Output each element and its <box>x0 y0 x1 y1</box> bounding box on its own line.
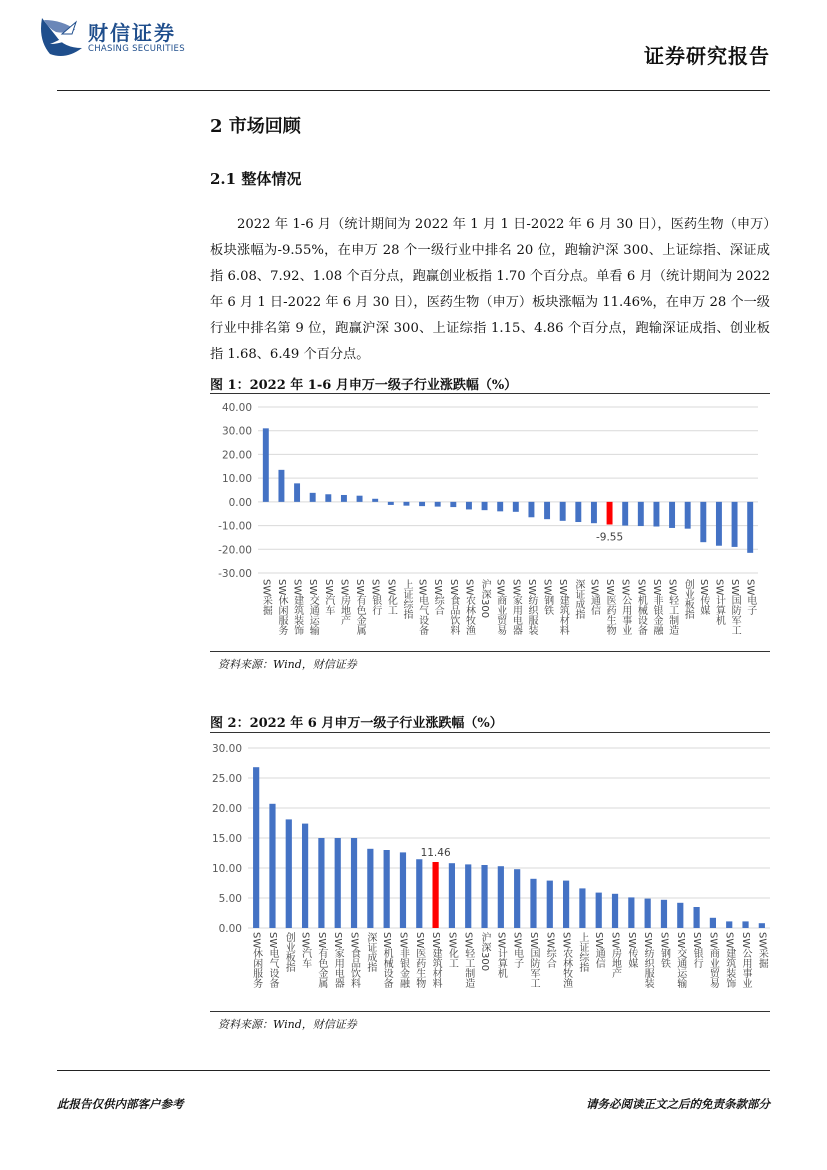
bar <box>253 767 259 928</box>
body-paragraph <box>210 212 770 368</box>
bar <box>325 494 331 502</box>
y-tick-label: 20.00 <box>221 449 252 462</box>
x-tick-label: SW家用电器 <box>332 932 344 989</box>
y-tick-label: 30.00 <box>221 425 252 438</box>
x-tick-label: SW非银金融 <box>650 579 662 636</box>
company-name-en: CHASING SECURITIES <box>88 44 185 54</box>
x-tick-label: SW采掘 <box>260 579 272 616</box>
bar <box>432 862 438 928</box>
x-tick-label: SW房地产 <box>338 579 350 626</box>
figure1-chart <box>210 396 770 650</box>
bar <box>400 852 406 928</box>
x-tick-label: SW机械设备 <box>381 932 393 989</box>
bar <box>547 881 553 928</box>
highlight-data-label: 11.46 <box>420 847 451 859</box>
x-tick-label: SW建筑材料 <box>430 932 442 989</box>
x-tick-label: SW钢铁 <box>658 932 670 969</box>
x-tick-label: SW医药生物 <box>604 579 616 636</box>
x-tick-label: SW公用事业 <box>740 932 752 989</box>
x-tick-label: SW非银金融 <box>397 932 409 989</box>
x-tick-label: SW有色金属 <box>354 579 366 636</box>
bar <box>341 495 347 502</box>
x-tick-label: SW国防军工 <box>729 579 741 636</box>
bar <box>466 502 472 510</box>
figure2-bottom-rule <box>210 1011 770 1012</box>
x-tick-label: SW商业贸易 <box>707 932 719 989</box>
x-tick-label: SW房地产 <box>609 932 621 979</box>
figure2-chart <box>210 736 770 1010</box>
bar <box>653 502 659 527</box>
x-tick-label: SW综合 <box>432 579 444 616</box>
y-tick-label: 30.00 <box>211 743 242 755</box>
x-tick-label: SW休闲服务 <box>250 932 262 989</box>
company-logo-icon <box>36 14 86 58</box>
x-tick-label: SW计算机 <box>495 932 507 979</box>
figure1-title: 图 1：2022 年 1-6 月申万一级子行业涨跌幅（%） <box>210 378 518 393</box>
x-tick-label: SW公用事业 <box>619 579 631 636</box>
bar <box>357 496 363 502</box>
section-title: 2 市场回顾 <box>210 116 301 137</box>
bar <box>278 470 284 502</box>
x-tick-label: SW综合 <box>544 932 556 969</box>
bar <box>685 502 691 529</box>
report-type: 证券研究报告 <box>644 44 770 68</box>
x-tick-label: SW汽车 <box>322 579 334 616</box>
x-tick-label: SW交通运输 <box>307 579 319 636</box>
x-tick-label: SW银行 <box>691 932 703 969</box>
bar <box>449 863 455 928</box>
x-tick-label: SW银行 <box>369 579 381 616</box>
footer-left: 此报告仅供内部客户参考 <box>57 1097 184 1111</box>
bar <box>263 428 269 502</box>
bar <box>482 502 488 510</box>
y-tick-label: -10.00 <box>218 520 252 533</box>
bar <box>450 502 456 507</box>
bar <box>310 493 316 502</box>
bar <box>638 502 644 526</box>
figure1-top-rule <box>210 393 770 394</box>
paragraph-text: 2022 年 1-6 月（统计期间为 2022 年 1 月 1 日-2022 年 6 月 30 日），医药生物（申万）板块涨幅为-9.55%，在申万 28 个一级行业中排名 20 位，跑输沪深 300、上证综指、深证成指 6.08、7.92、1.08 个百分点，跑赢创业板指 1.70 个百分点。单看 6 月（统计期间为 2022 年 6 月 1 日-2022 年 6 月 30 日），医药生物（申万）板块涨幅为 11.46%，在申万 28 个一级行业中排名第 9 位，跑赢沪深 300、上证综指 1.15、4.86 个百分点，跑输深证成指、创业板指 1.68、6.49 个百分点。 <box>210 217 770 362</box>
x-tick-label: SW轻工制造 <box>666 579 678 636</box>
company-name-cn: 财信证券 <box>88 21 176 45</box>
bar <box>416 859 422 928</box>
x-tick-label: 深证成指 <box>572 579 584 619</box>
bar <box>622 502 628 526</box>
bar <box>384 850 390 928</box>
bar <box>269 804 275 928</box>
x-tick-label: SW钢铁 <box>541 579 553 616</box>
x-tick-label: SW建筑装饰 <box>291 579 303 636</box>
footer-rule <box>57 1070 770 1071</box>
bar <box>403 502 409 506</box>
bar <box>612 894 618 928</box>
figure1-bottom-rule <box>210 651 770 652</box>
x-tick-label: 创业板指 <box>283 932 295 972</box>
bar <box>388 502 394 505</box>
x-tick-label: 深证成指 <box>364 932 376 972</box>
bar <box>591 502 597 523</box>
bar <box>732 502 738 547</box>
x-tick-label: 上证综指 <box>400 579 412 619</box>
bar <box>747 502 753 553</box>
highlight-data-label: -9.55 <box>595 531 624 544</box>
figure1-source: 资料来源：Wind，财信证券 <box>218 658 357 671</box>
x-tick-label: SW食品饮料 <box>348 932 360 989</box>
x-tick-label: SW纺织服装 <box>642 932 654 989</box>
x-tick-label: SW化工 <box>385 579 397 616</box>
x-tick-label: SW医药生物 <box>413 932 425 989</box>
subsection-title: 2.1 整体情况 <box>210 170 302 188</box>
bar <box>514 869 520 928</box>
y-tick-label: 20.00 <box>211 803 242 815</box>
bar <box>465 864 471 928</box>
x-tick-label: SW有色金属 <box>315 932 327 989</box>
x-tick-label: SW传媒 <box>697 579 709 616</box>
x-tick-label: SW机械设备 <box>635 579 647 636</box>
y-tick-label: 40.00 <box>221 402 252 414</box>
y-tick-label: 10.00 <box>211 863 242 875</box>
bar <box>335 838 341 928</box>
bar <box>286 819 292 928</box>
bar <box>497 502 503 511</box>
bar <box>372 499 378 502</box>
x-tick-label: SW建筑材料 <box>557 579 569 636</box>
x-tick-label: SW休闲服务 <box>275 579 287 636</box>
x-tick-label: SW建筑装饰 <box>723 932 735 989</box>
bar <box>607 502 613 525</box>
bar <box>560 502 566 521</box>
footer-right: 请务必阅读正文之后的免责条款部分 <box>586 1097 770 1111</box>
x-tick-label: 沪深300 <box>479 579 491 619</box>
x-tick-label: 沪深300 <box>479 932 491 972</box>
bar <box>677 903 683 928</box>
x-tick-label: SW传媒 <box>625 932 637 969</box>
y-tick-label: 0.00 <box>218 923 242 935</box>
y-tick-label: 15.00 <box>211 833 242 845</box>
x-tick-label: SW家用电器 <box>510 579 522 636</box>
x-tick-label: SW汽车 <box>299 932 311 969</box>
y-tick-label: -20.00 <box>218 544 252 557</box>
y-tick-label: 5.00 <box>218 893 242 905</box>
bar <box>759 923 765 928</box>
bar <box>575 502 581 522</box>
y-tick-label: 0.00 <box>228 496 252 509</box>
x-tick-label: SW农林牧渔 <box>560 932 572 989</box>
y-tick-label: 25.00 <box>211 773 242 785</box>
y-tick-label: -30.00 <box>218 568 252 580</box>
bar <box>481 865 487 928</box>
x-tick-label: SW电子 <box>511 932 523 969</box>
x-tick-label: SW轻工制造 <box>462 932 474 989</box>
x-tick-label: SW电气设备 <box>416 579 428 636</box>
x-tick-label: SW化工 <box>446 932 458 969</box>
figure2-top-rule <box>210 732 770 733</box>
bar <box>693 907 699 928</box>
x-tick-label: SW食品饮料 <box>447 579 459 636</box>
bar <box>302 824 308 928</box>
bar <box>513 502 519 512</box>
bar <box>419 502 425 506</box>
x-tick-label: SW通信 <box>588 579 600 616</box>
x-tick-label: SW计算机 <box>713 579 725 626</box>
bar <box>669 502 675 528</box>
bar <box>544 502 550 519</box>
x-tick-label: SW农林牧渔 <box>463 579 475 636</box>
x-tick-label: SW纺织服装 <box>525 579 537 636</box>
bar <box>435 502 441 507</box>
x-tick-label: 上证综指 <box>576 932 588 972</box>
x-tick-label: 创业板指 <box>682 579 694 619</box>
x-tick-label: SW交通运输 <box>674 932 686 989</box>
bar <box>318 838 324 928</box>
bar <box>498 866 504 928</box>
bar <box>563 881 569 928</box>
x-tick-label: SW电子 <box>744 579 756 616</box>
x-tick-label: SW电气设备 <box>266 932 278 989</box>
bar <box>742 921 748 928</box>
bar <box>579 888 585 928</box>
bar <box>628 897 634 928</box>
bar <box>716 502 722 546</box>
bar <box>726 921 732 928</box>
bar <box>661 900 667 928</box>
figure2-source: 资料来源：Wind，财信证券 <box>218 1018 357 1031</box>
x-tick-label: SW国防军工 <box>527 932 539 989</box>
bar <box>351 838 357 928</box>
x-tick-label: SW通信 <box>593 932 605 969</box>
bar <box>700 502 706 542</box>
header-rule <box>57 90 770 91</box>
bar <box>294 483 300 501</box>
y-tick-label: 10.00 <box>221 473 252 486</box>
bar <box>645 899 651 928</box>
figure2-title: 图 2：2022 年 6 月申万一级子行业涨跌幅（%） <box>210 716 503 731</box>
bar <box>710 918 716 928</box>
x-tick-label: SW采掘 <box>756 932 768 969</box>
bar <box>367 849 373 928</box>
bar <box>596 893 602 928</box>
bar <box>530 879 536 928</box>
bar <box>528 502 534 517</box>
x-tick-label: SW商业贸易 <box>494 579 506 636</box>
